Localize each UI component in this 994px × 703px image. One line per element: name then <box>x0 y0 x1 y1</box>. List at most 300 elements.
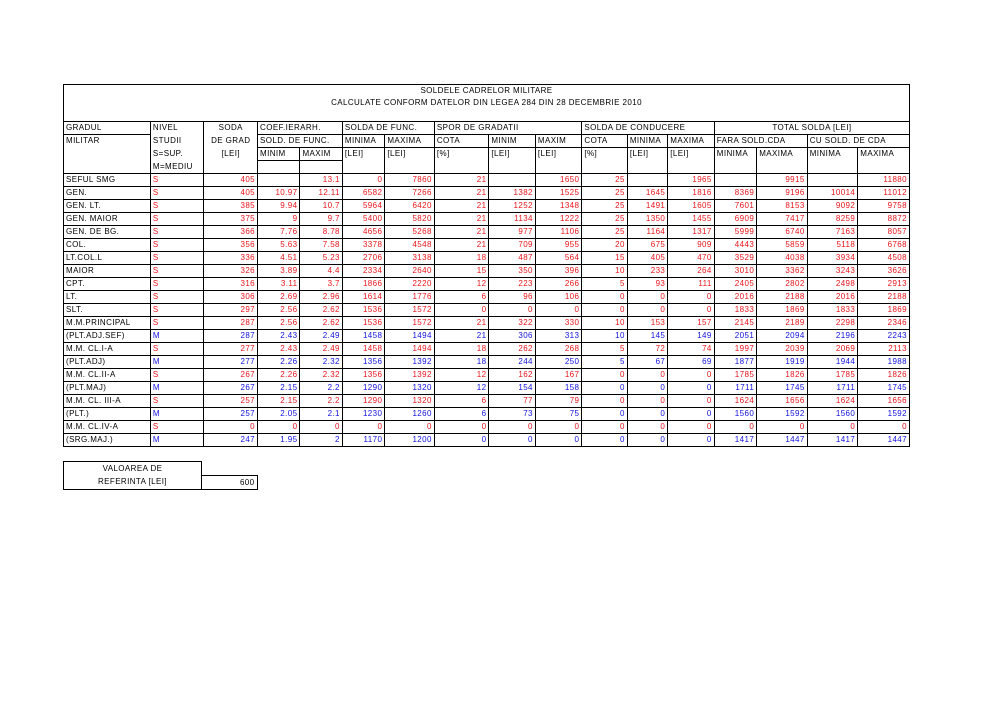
value-cell: 0 <box>535 421 581 434</box>
rank-cell: GEN. DE BG. <box>64 226 151 239</box>
value-cell: 0 <box>434 304 489 317</box>
value-cell: 0 <box>535 304 581 317</box>
value-cell: 0 <box>627 382 667 395</box>
value-cell: 2.43 <box>258 343 300 356</box>
header-ssup: S=SUP. <box>150 148 204 161</box>
value-cell: 1106 <box>535 226 581 239</box>
rank-cell: (PLT.MAJ) <box>64 382 151 395</box>
rank-cell: SEFUL SMG <box>64 174 151 187</box>
value-cell: 67 <box>627 356 667 369</box>
table-row <box>64 395 910 408</box>
value-cell: 9 <box>258 213 300 226</box>
value-cell: 0 <box>582 395 627 408</box>
header-minima: MINIMA <box>342 135 384 148</box>
header-maxim-spor: MAXIM <box>535 135 581 148</box>
value-cell: 2.26 <box>258 369 300 382</box>
value-cell: 1965 <box>668 174 714 187</box>
value-cell: 306 <box>204 291 258 304</box>
level-cell: S <box>150 278 204 291</box>
table-row <box>64 278 910 291</box>
level-cell: S <box>150 317 204 330</box>
value-cell: 25 <box>582 174 627 187</box>
header-fara: FARA SOLD.CDA <box>714 135 807 148</box>
value-cell: 2.32 <box>300 356 342 369</box>
value-cell: 250 <box>535 356 581 369</box>
value-cell: 2016 <box>714 291 756 304</box>
value-cell: 9.7 <box>300 213 342 226</box>
value-cell: 1614 <box>342 291 384 304</box>
header-de-grad: DE GRAD <box>204 135 258 148</box>
value-cell: 385 <box>204 200 258 213</box>
value-cell: 77 <box>489 395 535 408</box>
value-cell: 6 <box>434 395 489 408</box>
header-cu-maxima: MAXIMA <box>858 148 910 161</box>
value-cell: 2334 <box>342 265 384 278</box>
value-cell: 1417 <box>807 434 858 447</box>
value-cell: 5 <box>582 356 627 369</box>
value-cell: 1656 <box>858 395 910 408</box>
value-cell: 2189 <box>757 317 808 330</box>
value-cell: 2.05 <box>258 408 300 421</box>
value-cell: 6768 <box>858 239 910 252</box>
value-cell: 75 <box>535 408 581 421</box>
value-cell: 5.23 <box>300 252 342 265</box>
value-cell: 1919 <box>757 356 808 369</box>
value-cell: 1164 <box>627 226 667 239</box>
value-cell: 8369 <box>714 187 756 200</box>
value-cell: 1833 <box>714 304 756 317</box>
value-cell: 1745 <box>858 382 910 395</box>
level-cell: M <box>150 382 204 395</box>
value-cell: 1624 <box>807 395 858 408</box>
value-cell: 1656 <box>757 395 808 408</box>
value-cell: 3529 <box>714 252 756 265</box>
rank-cell: COL. <box>64 239 151 252</box>
value-cell: 405 <box>204 187 258 200</box>
header-sold-func: SOLD. DE FUNC. <box>258 135 343 148</box>
rank-cell: LT. <box>64 291 151 304</box>
header-cu-minima: MINIMA <box>807 148 858 161</box>
value-cell: 3010 <box>714 265 756 278</box>
level-cell: S <box>150 200 204 213</box>
salary-sheet <box>63 84 910 447</box>
header-militar: MILITAR <box>64 135 151 148</box>
value-cell: 21 <box>434 200 489 213</box>
value-cell: 0 <box>668 421 714 434</box>
value-cell: 266 <box>535 278 581 291</box>
value-cell: 7417 <box>757 213 808 226</box>
value-cell: 1134 <box>489 213 535 226</box>
header-maxima-cond: MAXIMA <box>668 135 714 148</box>
value-cell: 1356 <box>342 356 384 369</box>
value-cell: 0 <box>582 369 627 382</box>
value-cell: 1417 <box>714 434 756 447</box>
rank-cell: M.M. CL.IV-A <box>64 421 151 434</box>
value-cell: 1816 <box>668 187 714 200</box>
value-cell: 2405 <box>714 278 756 291</box>
value-cell: 5 <box>582 343 627 356</box>
value-cell: 1988 <box>858 356 910 369</box>
level-cell: M <box>150 434 204 447</box>
value-cell: 8153 <box>757 200 808 213</box>
value-cell: 1170 <box>342 434 384 447</box>
value-cell: 25 <box>582 226 627 239</box>
value-cell: 0 <box>668 395 714 408</box>
value-cell: 7163 <box>807 226 858 239</box>
value-cell: 15 <box>582 252 627 265</box>
value-cell: 6 <box>434 408 489 421</box>
value-cell: 25 <box>582 200 627 213</box>
rank-cell: (PLT.) <box>64 408 151 421</box>
value-cell: 1290 <box>342 382 384 395</box>
value-cell: 0 <box>627 421 667 434</box>
value-cell: 336 <box>204 252 258 265</box>
value-cell: 162 <box>489 369 535 382</box>
value-cell: 2.49 <box>300 330 342 343</box>
value-cell: 0 <box>582 421 627 434</box>
value-cell: 6582 <box>342 187 384 200</box>
title-line-1: SOLDELE CADRELOR MILITARE <box>64 85 910 98</box>
value-cell: 3243 <box>807 265 858 278</box>
value-cell: 1776 <box>385 291 435 304</box>
value-cell: 955 <box>535 239 581 252</box>
level-cell: S <box>150 226 204 239</box>
header-lei-grad: [LEI] <box>204 148 258 161</box>
value-cell: 6909 <box>714 213 756 226</box>
value-cell: 2.32 <box>300 369 342 382</box>
header-lei-min: [LEI] <box>342 148 384 161</box>
rank-cell: GEN. MAIOR <box>64 213 151 226</box>
value-cell: 2145 <box>714 317 756 330</box>
value-cell: 2196 <box>807 330 858 343</box>
value-cell: 1997 <box>714 343 756 356</box>
value-cell: 257 <box>204 395 258 408</box>
table-row <box>64 187 910 200</box>
value-cell: 154 <box>489 382 535 395</box>
value-cell: 366 <box>204 226 258 239</box>
value-cell: 25 <box>582 187 627 200</box>
value-cell: 6 <box>434 291 489 304</box>
value-cell: 111 <box>668 278 714 291</box>
rank-cell: LT.COL.L <box>64 252 151 265</box>
value-cell: 4.4 <box>300 265 342 278</box>
value-cell: 0 <box>757 421 808 434</box>
value-cell: 268 <box>535 343 581 356</box>
value-cell: 0 <box>627 369 667 382</box>
reference-value: 600 <box>202 475 258 489</box>
value-cell: 223 <box>489 278 535 291</box>
value-cell: 10 <box>582 330 627 343</box>
value-cell: 350 <box>489 265 535 278</box>
value-cell: 1645 <box>627 187 667 200</box>
header-fara-minima: MINIMA <box>714 148 756 161</box>
value-cell: 1455 <box>668 213 714 226</box>
value-cell: 1290 <box>342 395 384 408</box>
value-cell: 264 <box>668 265 714 278</box>
value-cell: 12.11 <box>300 187 342 200</box>
value-cell: 0 <box>668 382 714 395</box>
value-cell: 96 <box>489 291 535 304</box>
value-cell: 167 <box>535 369 581 382</box>
header-cu: CU SOLD. DE CDA <box>807 135 909 148</box>
value-cell: 1525 <box>535 187 581 200</box>
value-cell: 11012 <box>858 187 910 200</box>
value-cell: 2.56 <box>258 317 300 330</box>
value-cell: 2113 <box>858 343 910 356</box>
value-cell: 1785 <box>714 369 756 382</box>
value-cell: 157 <box>668 317 714 330</box>
value-cell: 675 <box>627 239 667 252</box>
header-solda-func: SOLDA DE FUNC. <box>342 122 434 135</box>
level-cell: S <box>150 291 204 304</box>
value-cell: 1624 <box>714 395 756 408</box>
value-cell: 396 <box>535 265 581 278</box>
header-lei-max: [LEI] <box>385 148 435 161</box>
value-cell: 69 <box>668 356 714 369</box>
header-cota-cond: COTA <box>582 135 627 148</box>
table-row <box>64 239 910 252</box>
level-cell: M <box>150 330 204 343</box>
value-cell: 5964 <box>342 200 384 213</box>
level-cell: S <box>150 304 204 317</box>
value-cell: 2039 <box>757 343 808 356</box>
level-cell: S <box>150 174 204 187</box>
value-cell: 2016 <box>807 291 858 304</box>
value-cell <box>714 174 756 187</box>
reference-label-1: VALOAREA DE <box>64 462 202 476</box>
table-row <box>64 343 910 356</box>
value-cell: 8057 <box>858 226 910 239</box>
value-cell: 21 <box>434 226 489 239</box>
value-cell: 10014 <box>807 187 858 200</box>
value-cell: 0 <box>668 369 714 382</box>
header-pct: [%] <box>434 148 489 161</box>
header-minima-cond: MINIMA <box>627 135 667 148</box>
value-cell: 0 <box>489 421 535 434</box>
value-cell: 2913 <box>858 278 910 291</box>
value-cell: 1382 <box>489 187 535 200</box>
value-cell: 1877 <box>714 356 756 369</box>
value-cell: 977 <box>489 226 535 239</box>
value-cell: 9758 <box>858 200 910 213</box>
value-cell: 3138 <box>385 252 435 265</box>
value-cell: 2.49 <box>300 343 342 356</box>
value-cell: 12 <box>434 369 489 382</box>
header-lei-spmin: [LEI] <box>489 148 535 161</box>
value-cell: 0 <box>668 408 714 421</box>
table-row <box>64 356 910 369</box>
value-cell: 0 <box>627 408 667 421</box>
value-cell: 1200 <box>385 434 435 447</box>
table-row <box>64 317 910 330</box>
value-cell: 0 <box>807 421 858 434</box>
value-cell: 909 <box>668 239 714 252</box>
value-cell: 2498 <box>807 278 858 291</box>
value-cell: 2094 <box>757 330 808 343</box>
rank-cell: (PLT.ADJ.SEF) <box>64 330 151 343</box>
value-cell: 149 <box>668 330 714 343</box>
header-spor: SPOR DE GRADATII <box>434 122 582 135</box>
value-cell <box>258 174 300 187</box>
value-cell: 3934 <box>807 252 858 265</box>
value-cell: 0 <box>582 291 627 304</box>
value-cell: 73 <box>489 408 535 421</box>
value-cell: 306 <box>489 330 535 343</box>
rank-cell: (SRG.MAJ.) <box>64 434 151 447</box>
value-cell: 2.2 <box>300 395 342 408</box>
header-mmediu: M=MEDIU <box>150 161 204 174</box>
value-cell: 2.69 <box>258 291 300 304</box>
value-cell: 4656 <box>342 226 384 239</box>
value-cell: 18 <box>434 252 489 265</box>
value-cell: 93 <box>627 278 667 291</box>
table-row <box>64 226 910 239</box>
value-cell: 1592 <box>858 408 910 421</box>
value-cell: 7266 <box>385 187 435 200</box>
header-studii: STUDII <box>150 135 204 148</box>
value-cell: 7.58 <box>300 239 342 252</box>
value-cell: 2640 <box>385 265 435 278</box>
rank-cell: CPT. <box>64 278 151 291</box>
value-cell: 2.15 <box>258 395 300 408</box>
table-row <box>64 434 910 447</box>
rank-cell: (PLT.ADJ) <box>64 356 151 369</box>
value-cell: 2 <box>300 434 342 447</box>
header-pct-cond: [%] <box>582 148 627 161</box>
rank-cell: GEN. LT. <box>64 200 151 213</box>
value-cell: 322 <box>489 317 535 330</box>
header-minim-spor: MINIM <box>489 135 535 148</box>
value-cell: 0 <box>668 434 714 447</box>
value-cell: 405 <box>627 252 667 265</box>
value-cell: 5859 <box>757 239 808 252</box>
table-row <box>64 265 910 278</box>
value-cell: 0 <box>627 434 667 447</box>
value-cell: 2188 <box>858 291 910 304</box>
title-line-2: CALCULATE CONFORM DATELOR DIN LEGEA 284 DIN 28 DECEMBRIE 2010 <box>64 97 910 109</box>
value-cell: 1826 <box>757 369 808 382</box>
value-cell: 277 <box>204 343 258 356</box>
value-cell: 9092 <box>807 200 858 213</box>
value-cell: 3378 <box>342 239 384 252</box>
value-cell: 20 <box>582 239 627 252</box>
table-row <box>64 252 910 265</box>
value-cell: 267 <box>204 369 258 382</box>
value-cell: 1869 <box>757 304 808 317</box>
header-lei-cmin: [LEI] <box>627 148 667 161</box>
value-cell: 5.63 <box>258 239 300 252</box>
value-cell: 316 <box>204 278 258 291</box>
value-cell: 1222 <box>535 213 581 226</box>
value-cell: 2.43 <box>258 330 300 343</box>
value-cell: 21 <box>434 239 489 252</box>
header-lei-spmax: [LEI] <box>535 148 581 161</box>
value-cell: 10 <box>582 265 627 278</box>
value-cell: 2188 <box>757 291 808 304</box>
value-cell: 0 <box>668 304 714 317</box>
value-cell: 326 <box>204 265 258 278</box>
value-cell: 21 <box>434 187 489 200</box>
value-cell: 247 <box>204 434 258 447</box>
value-cell: 0 <box>489 304 535 317</box>
value-cell: 21 <box>434 317 489 330</box>
table-row <box>64 200 910 213</box>
value-cell: 287 <box>204 317 258 330</box>
header-maxim-coef: MAXIM <box>300 148 342 161</box>
rank-cell: GEN. <box>64 187 151 200</box>
value-cell: 1711 <box>714 382 756 395</box>
salary-table <box>63 84 910 447</box>
value-cell: 2243 <box>858 330 910 343</box>
value-cell: 1572 <box>385 317 435 330</box>
header-soda: SODA <box>204 122 258 135</box>
value-cell: 15 <box>434 265 489 278</box>
value-cell: 564 <box>535 252 581 265</box>
reference-label-2: REFERINTA [LEI] <box>64 475 202 489</box>
value-cell: 74 <box>668 343 714 356</box>
value-cell <box>807 174 858 187</box>
value-cell: 5 <box>582 278 627 291</box>
value-cell: 0 <box>714 421 756 434</box>
value-cell: 7601 <box>714 200 756 213</box>
value-cell: 1833 <box>807 304 858 317</box>
value-cell: 1.95 <box>258 434 300 447</box>
value-cell: 5400 <box>342 213 384 226</box>
value-cell: 0 <box>535 434 581 447</box>
value-cell: 487 <box>489 252 535 265</box>
header-total: TOTAL SOLDA [LEI] <box>714 122 909 135</box>
value-cell: 5999 <box>714 226 756 239</box>
value-cell: 21 <box>434 213 489 226</box>
level-cell: S <box>150 421 204 434</box>
value-cell: 10.97 <box>258 187 300 200</box>
rank-cell: M.M. CL.II-A <box>64 369 151 382</box>
rank-cell: M.M. CL.I-A <box>64 343 151 356</box>
value-cell: 1785 <box>807 369 858 382</box>
value-cell: 2.1 <box>300 408 342 421</box>
value-cell: 3.89 <box>258 265 300 278</box>
header-solda-cond: SOLDA DE CONDUCERE <box>582 122 714 135</box>
value-cell: 7.76 <box>258 226 300 239</box>
table-row <box>64 421 910 434</box>
rank-cell: M.M.PRINCIPAL <box>64 317 151 330</box>
value-cell: 0 <box>627 291 667 304</box>
value-cell: 330 <box>535 317 581 330</box>
value-cell: 356 <box>204 239 258 252</box>
level-cell: M <box>150 408 204 421</box>
table-row <box>64 213 910 226</box>
table-row <box>64 382 910 395</box>
value-cell <box>627 174 667 187</box>
value-cell: 267 <box>204 382 258 395</box>
table-row <box>64 408 910 421</box>
value-cell: 4508 <box>858 252 910 265</box>
reference-box <box>63 461 258 490</box>
value-cell: 287 <box>204 330 258 343</box>
value-cell: 1944 <box>807 356 858 369</box>
value-cell: 5118 <box>807 239 858 252</box>
value-cell: 313 <box>535 330 581 343</box>
value-cell: 21 <box>434 174 489 187</box>
rank-cell: SLT. <box>64 304 151 317</box>
value-cell: 2346 <box>858 317 910 330</box>
header-maxima: MAXIMA <box>385 135 435 148</box>
level-cell: S <box>150 213 204 226</box>
table-row <box>64 304 910 317</box>
value-cell: 1605 <box>668 200 714 213</box>
level-cell: S <box>150 265 204 278</box>
value-cell: 21 <box>434 330 489 343</box>
